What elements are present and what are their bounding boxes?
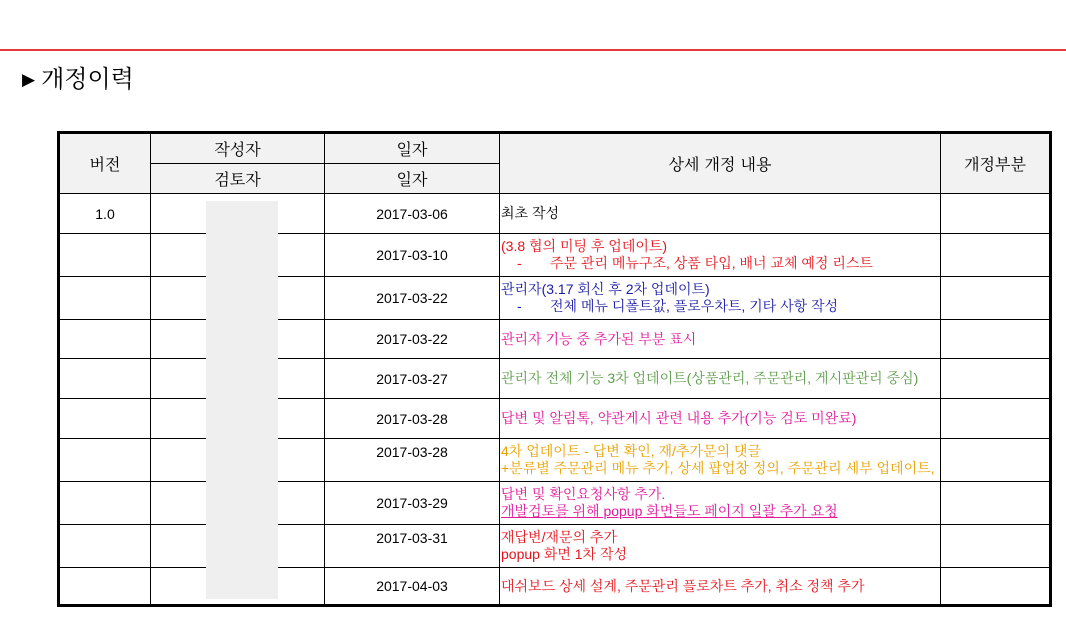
row-description — [500, 320, 941, 359]
header-author: 작성자 — [151, 133, 325, 164]
row-version — [59, 277, 151, 320]
header-version: 버전 — [59, 133, 151, 194]
row-description-line: popup 화면 1차 작성 — [501, 546, 628, 562]
row-description-line: 답변 및 알림톡, 약관게시 관련 내용 추가(기능 검토 미완료) — [501, 410, 857, 426]
redacted-names-block — [206, 201, 278, 599]
row-date: 2017-03-28 — [325, 439, 500, 482]
row-version — [59, 320, 151, 359]
row-description-line: 4차 업데이트 - 답변 확인, 재/추가문의 댓글 — [501, 443, 761, 459]
header-details: 상세 개정 내용 — [500, 133, 941, 194]
row-description-line: (3.8 협의 미팅 후 업데이트) — [501, 238, 668, 254]
row-version — [59, 525, 151, 568]
row-description-dash: - — [517, 298, 522, 314]
row-date: 2017-03-22 — [325, 277, 500, 320]
row-revised-part — [941, 359, 1051, 399]
row-revised-part — [941, 399, 1051, 439]
row-revised-part — [941, 320, 1051, 359]
triangle-right-icon: ▶ — [22, 70, 36, 90]
row-description-line: 최초 작성 — [501, 205, 559, 221]
row-description — [500, 234, 941, 277]
row-date: 2017-03-27 — [325, 359, 500, 399]
row-date: 2017-04-03 — [325, 568, 500, 606]
row-description-line: +분류별 주문관리 메뉴 추가, 상세 팝업창 정의, 주문관리 세부 업데이트, — [501, 460, 935, 476]
row-revised-part — [941, 277, 1051, 320]
row-description — [500, 439, 941, 482]
row-description-line: 관리자(3.17 회신 후 2차 업데이트) — [501, 281, 710, 297]
row-version — [59, 568, 151, 606]
row-revised-part — [941, 439, 1051, 482]
section-title-text: 개정이력 — [41, 65, 134, 93]
row-revised-part — [941, 482, 1051, 525]
row-version — [59, 234, 151, 277]
row-description-dash: - — [517, 255, 522, 271]
header-revised-part: 개정부분 — [941, 133, 1051, 194]
row-description — [500, 525, 941, 568]
row-description — [500, 277, 941, 320]
row-version: 1.0 — [59, 194, 151, 234]
row-description — [500, 399, 941, 439]
row-description — [500, 482, 941, 525]
row-description — [500, 194, 941, 234]
row-date: 2017-03-28 — [325, 399, 500, 439]
header-author-date: 일자 — [325, 133, 500, 164]
row-description-line: 답변 및 확인요청사항 추가. — [501, 486, 666, 502]
row-revised-part — [941, 194, 1051, 234]
row-description-line: 관리자 전체 기능 3차 업데이트(상품관리, 주문관리, 게시판관리 중심) — [501, 370, 919, 386]
header-reviewer: 검토자 — [151, 164, 325, 194]
row-description — [500, 568, 941, 606]
row-version — [59, 482, 151, 525]
row-date: 2017-03-06 — [325, 194, 500, 234]
row-description — [500, 359, 941, 399]
row-date: 2017-03-22 — [325, 320, 500, 359]
top-red-rule — [0, 49, 1066, 51]
row-description-line: 대쉬보드 상세 설계, 주문관리 플로차트 추가, 취소 정책 추가 — [501, 577, 865, 594]
row-description-link[interactable]: 개발검토를 위해 popup 화면들도 페이지 일괄 추가 요청 — [501, 503, 838, 519]
row-revised-part — [941, 568, 1051, 606]
row-description-line: 주문 관리 메뉴구조, 상품 타입, 배너 교체 예정 리스트 — [550, 255, 873, 271]
row-description-line: 관리자 기능 중 추가된 부분 표시 — [501, 330, 697, 347]
header-reviewer-date: 일자 — [325, 164, 500, 194]
row-date: 2017-03-31 — [325, 525, 500, 568]
section-title — [22, 62, 134, 97]
row-revised-part — [941, 234, 1051, 277]
row-description-line: 전체 메뉴 디폴트값, 플로우차트, 기타 사항 작성 — [550, 298, 839, 314]
row-revised-part — [941, 525, 1051, 568]
row-description-line: 재답변/재문의 추가 — [501, 529, 617, 545]
row-version — [59, 359, 151, 399]
row-version — [59, 439, 151, 482]
row-date: 2017-03-29 — [325, 482, 500, 525]
row-date: 2017-03-10 — [325, 234, 500, 277]
row-version — [59, 399, 151, 439]
